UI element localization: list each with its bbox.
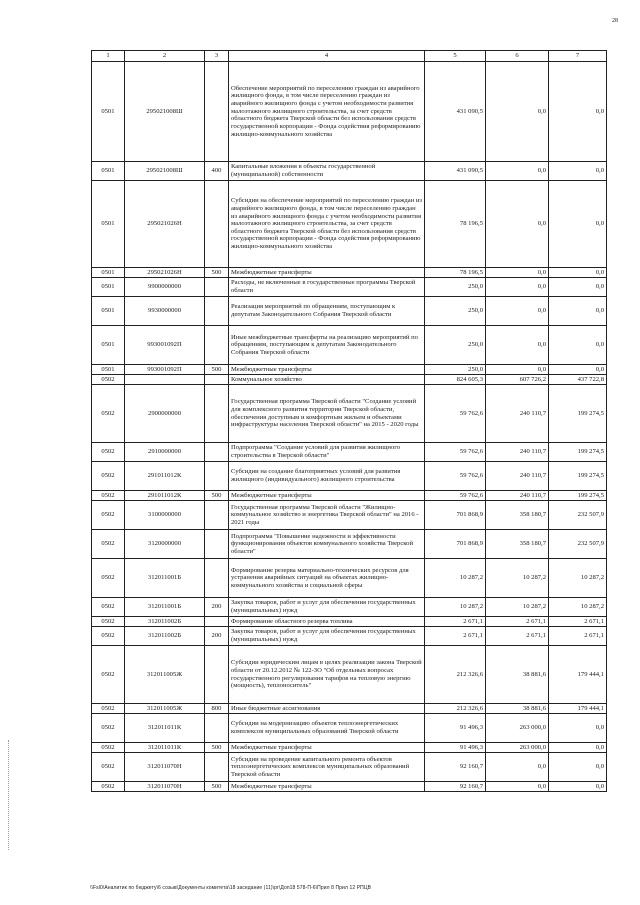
table-body [92, 62, 607, 792]
expense-type-cell: 400 [205, 162, 229, 181]
amount-year3-cell: 199 274,5 [549, 462, 607, 491]
item-name-cell: Закупка товаров, работ и услуг для обеспечения государственных (муниципальных) нужд [229, 627, 425, 646]
target-article-cell: 312011070Н [125, 753, 205, 782]
amount-year1-cell: 78 196,5 [425, 181, 486, 268]
target-article-cell: 291011012К [125, 491, 205, 501]
expense-type-cell: 200 [205, 598, 229, 617]
target-article-cell: 312011005Ж [125, 704, 205, 714]
amount-year1-cell: 824 605,3 [425, 375, 486, 385]
amount-year2-cell: 0,0 [486, 162, 549, 181]
amount-year3-cell: 10 287,2 [549, 559, 607, 598]
section-code-cell: 0501 [92, 181, 125, 268]
amount-year2-cell: 240 110,7 [486, 462, 549, 491]
amount-year1-cell: 250,0 [425, 278, 486, 297]
section-code-cell: 0501 [92, 297, 125, 326]
expense-type-cell [205, 443, 229, 462]
amount-year2-cell: 263 000,0 [486, 714, 549, 743]
amount-year3-cell: 0,0 [549, 181, 607, 268]
expense-type-cell: 500 [205, 268, 229, 278]
amount-year2-cell: 10 287,2 [486, 598, 549, 617]
footer-file-path: \\Fsl0\Аналитик по бюджету\6 созыв\Документы комитета\18 заседание (11)\рг\Доп18 578-П-6\Прил 8 Прил 12 РПЦВ [90, 885, 372, 891]
amount-year2-cell: 0,0 [486, 326, 549, 365]
target-article-cell: 312011002Б [125, 617, 205, 627]
item-name-cell: Межбюджетные трансферты [229, 782, 425, 792]
amount-year3-cell: 179 444,1 [549, 646, 607, 704]
amount-year3-cell: 199 274,5 [549, 491, 607, 501]
column-header: 1 [92, 51, 125, 62]
expense-type-cell [205, 714, 229, 743]
amount-year2-cell: 38 881,6 [486, 646, 549, 704]
table-row [92, 646, 607, 704]
item-name-cell: Межбюджетные трансферты [229, 268, 425, 278]
section-code-cell: 0502 [92, 501, 125, 530]
section-code-cell: 0501 [92, 268, 125, 278]
item-name-cell: Закупка товаров, работ и услуг для обеспечения государственных (муниципальных) нужд [229, 598, 425, 617]
table-row [92, 714, 607, 743]
amount-year3-cell: 0,0 [549, 278, 607, 297]
table-row [92, 743, 607, 753]
table-row [92, 559, 607, 598]
item-name-cell: Иные бюджетные ассигнования [229, 704, 425, 714]
amount-year2-cell: 2 671,1 [486, 617, 549, 627]
amount-year2-cell: 0,0 [486, 297, 549, 326]
item-name-cell: Субсидии на проведение капитального ремонта объектов теплоэнергетических комплексов муниципальных образований Тверской области [229, 753, 425, 782]
target-article-cell: 312011002Б [125, 627, 205, 646]
expense-type-cell [205, 385, 229, 443]
table-row [92, 617, 607, 627]
section-code-cell: 0502 [92, 782, 125, 792]
amount-year3-cell: 2 671,1 [549, 627, 607, 646]
amount-year2-cell: 0,0 [486, 278, 549, 297]
target-article-cell: 9900000000 [125, 278, 205, 297]
item-name-cell: Расходы, не включенные в государственные программы Тверской области [229, 278, 425, 297]
amount-year1-cell: 78 196,5 [425, 268, 486, 278]
target-article-cell: 295021008Ш [125, 62, 205, 162]
amount-year3-cell: 0,0 [549, 268, 607, 278]
amount-year1-cell: 92 160,7 [425, 782, 486, 792]
amount-year2-cell: 0,0 [486, 365, 549, 375]
amount-year2-cell: 358 180,7 [486, 501, 549, 530]
expense-type-cell [205, 326, 229, 365]
target-article-cell: 312011070Н [125, 782, 205, 792]
target-article-cell: 3120000000 [125, 530, 205, 559]
column-header: 2 [125, 51, 205, 62]
amount-year3-cell: 232 507,9 [549, 501, 607, 530]
section-code-cell: 0502 [92, 743, 125, 753]
target-article-cell: 312011011К [125, 714, 205, 743]
column-header: 7 [549, 51, 607, 62]
section-code-cell: 0501 [92, 162, 125, 181]
item-name-cell: Субсидии на создание благоприятных условий для развития жилищного (индивидуального) жилищного строительства [229, 462, 425, 491]
amount-year1-cell: 92 160,7 [425, 753, 486, 782]
amount-year3-cell: 437 722,8 [549, 375, 607, 385]
expense-type-cell: 500 [205, 782, 229, 792]
table-row [92, 297, 607, 326]
item-name-cell: Подпрограмма "Создание условий для развития жилищного строительства в Тверской области" [229, 443, 425, 462]
amount-year3-cell: 232 507,9 [549, 530, 607, 559]
column-header: 6 [486, 51, 549, 62]
amount-year1-cell: 59 762,6 [425, 462, 486, 491]
target-article-cell: 993001092П [125, 365, 205, 375]
expense-type-cell [205, 181, 229, 268]
section-code-cell: 0502 [92, 704, 125, 714]
target-article-cell: 295021008Ш [125, 162, 205, 181]
amount-year2-cell: 0,0 [486, 753, 549, 782]
table-row [92, 385, 607, 443]
amount-year1-cell: 701 868,9 [425, 501, 486, 530]
amount-year1-cell: 91 496,3 [425, 743, 486, 753]
expense-type-cell: 500 [205, 365, 229, 375]
target-article-cell: 312011001Б [125, 559, 205, 598]
amount-year1-cell: 212 326,6 [425, 704, 486, 714]
amount-year3-cell: 2 671,1 [549, 617, 607, 627]
expense-type-cell [205, 278, 229, 297]
target-article-cell [125, 375, 205, 385]
table-row [92, 462, 607, 491]
section-code-cell: 0502 [92, 443, 125, 462]
target-article-cell: 2900000000 [125, 385, 205, 443]
amount-year2-cell: 240 110,7 [486, 385, 549, 443]
amount-year1-cell: 212 326,6 [425, 646, 486, 704]
table-row [92, 501, 607, 530]
expense-type-cell [205, 297, 229, 326]
target-article-cell: 9930000000 [125, 297, 205, 326]
amount-year1-cell: 431 090,5 [425, 62, 486, 162]
item-name-cell: Коммунальное хозяйство [229, 375, 425, 385]
amount-year1-cell: 701 868,9 [425, 530, 486, 559]
amount-year1-cell: 59 762,6 [425, 443, 486, 462]
table-row [92, 375, 607, 385]
amount-year3-cell: 0,0 [549, 782, 607, 792]
amount-year2-cell: 38 881,6 [486, 704, 549, 714]
page-number: 28 [612, 18, 618, 24]
amount-year1-cell: 250,0 [425, 326, 486, 365]
table-row [92, 278, 607, 297]
amount-year3-cell: 0,0 [549, 365, 607, 375]
target-article-cell: 295021026Н [125, 181, 205, 268]
target-article-cell: 312011005Ж [125, 646, 205, 704]
expense-type-cell [205, 753, 229, 782]
amount-year1-cell: 10 287,2 [425, 559, 486, 598]
section-code-cell: 0502 [92, 753, 125, 782]
section-code-cell: 0501 [92, 365, 125, 375]
amount-year1-cell: 250,0 [425, 365, 486, 375]
expense-type-cell [205, 617, 229, 627]
table-row [92, 268, 607, 278]
scan-margin-marks [8, 740, 10, 850]
item-name-cell: Субсидии юридическим лицам в целях реализации закона Тверской области от 20.12.2012 № 122-ЗО "Об отдельных вопросах государственного регулирования тарифов на тепловую энергию (мощность), теплоноситель" [229, 646, 425, 704]
expense-type-cell [205, 559, 229, 598]
column-header: 3 [205, 51, 229, 62]
section-code-cell: 0501 [92, 278, 125, 297]
amount-year3-cell: 10 287,2 [549, 598, 607, 617]
target-article-cell: 2910000000 [125, 443, 205, 462]
target-article-cell: 312011011К [125, 743, 205, 753]
amount-year3-cell: 199 274,5 [549, 385, 607, 443]
item-name-cell: Формирование резерва материально-технических ресурсов для устранения аварийных ситуаций на объектах жилищно-коммунального хозяйства и социальной сферы [229, 559, 425, 598]
table-row [92, 753, 607, 782]
item-name-cell: Капитальные вложения в объекты государственной (муниципальной) собственности [229, 162, 425, 181]
target-article-cell: 291011012К [125, 462, 205, 491]
item-name-cell: Формирование областного резерва топлива [229, 617, 425, 627]
table-row [92, 162, 607, 181]
item-name-cell: Межбюджетные трансферты [229, 491, 425, 501]
target-article-cell: 295021026Н [125, 268, 205, 278]
section-code-cell: 0502 [92, 559, 125, 598]
target-article-cell: 3100000000 [125, 501, 205, 530]
item-name-cell: Субсидии на модернизацию объектов теплоэнергетических комплексов муниципальных образований Тверской области [229, 714, 425, 743]
amount-year1-cell: 59 762,6 [425, 491, 486, 501]
table-row [92, 598, 607, 617]
item-name-cell: Государственная программа Тверской области "Создание условий для комплексного развития территории Тверской области, обеспечения доступным и комфортным жильем и объектами инфраструктуры населения Тверской области" на 2015 - 2020 годы [229, 385, 425, 443]
amount-year2-cell: 358 180,7 [486, 530, 549, 559]
amount-year1-cell: 10 287,2 [425, 598, 486, 617]
amount-year2-cell: 0,0 [486, 782, 549, 792]
table-row [92, 62, 607, 162]
budget-table [91, 50, 607, 792]
item-name-cell: Субсидии на обеспечение мероприятий по переселению граждан из аварийного жилищного фонда, в том числе переселению граждан из аварийного жилищного фонда с учетом необходимости развития малоэтажного жилищного строительства, за счет средств областного бюджета Тверской области без использования средств государственной корпорации - Фонда содействия реформированию жилищно-коммунального хозяйства [229, 181, 425, 268]
section-code-cell: 0502 [92, 598, 125, 617]
amount-year1-cell: 91 496,3 [425, 714, 486, 743]
expense-type-cell: 500 [205, 491, 229, 501]
section-code-cell: 0502 [92, 462, 125, 491]
amount-year2-cell: 0,0 [486, 268, 549, 278]
amount-year2-cell: 240 110,7 [486, 443, 549, 462]
section-code-cell: 0502 [92, 375, 125, 385]
expense-type-cell [205, 646, 229, 704]
amount-year3-cell: 0,0 [549, 326, 607, 365]
expense-type-cell [205, 375, 229, 385]
expense-type-cell [205, 462, 229, 491]
expense-type-cell [205, 62, 229, 162]
expense-type-cell [205, 530, 229, 559]
table-row [92, 443, 607, 462]
amount-year1-cell: 59 762,6 [425, 385, 486, 443]
table-row [92, 530, 607, 559]
target-article-cell: 312011001Б [125, 598, 205, 617]
item-name-cell: Реализация мероприятий по обращениям, поступающим к депутатам Законодательного Собрания Тверской области [229, 297, 425, 326]
amount-year1-cell: 2 671,1 [425, 627, 486, 646]
amount-year2-cell: 0,0 [486, 62, 549, 162]
amount-year3-cell: 199 274,5 [549, 443, 607, 462]
section-code-cell: 0501 [92, 62, 125, 162]
amount-year2-cell: 10 287,2 [486, 559, 549, 598]
amount-year3-cell: 0,0 [549, 297, 607, 326]
item-name-cell: Межбюджетные трансферты [229, 743, 425, 753]
table-row [92, 326, 607, 365]
amount-year2-cell: 263 000,0 [486, 743, 549, 753]
amount-year3-cell: 0,0 [549, 714, 607, 743]
amount-year2-cell: 0,0 [486, 181, 549, 268]
amount-year3-cell: 0,0 [549, 162, 607, 181]
item-name-cell: Подпрограмма "Повышение надежности и эффективности функционирования объектов коммунального хозяйства Тверской области" [229, 530, 425, 559]
section-code-cell: 0501 [92, 326, 125, 365]
table-header-row [92, 51, 607, 62]
table-row [92, 491, 607, 501]
table-row [92, 627, 607, 646]
amount-year1-cell: 431 090,5 [425, 162, 486, 181]
section-code-cell: 0502 [92, 530, 125, 559]
amount-year1-cell: 2 671,1 [425, 617, 486, 627]
table-row [92, 365, 607, 375]
item-name-cell: Обеспечение мероприятий по переселению граждан из аварийного жилищного фонда, в том числе переселению граждан из аварийного жилищного фонда с учетом необходимости развития малоэтажного жилищного строительства, за счет средств областного бюджета Тверской области без использования средств государственной корпорации - Фонда содействия реформированию жилищно-коммунального хозяйства [229, 62, 425, 162]
expense-type-cell: 200 [205, 627, 229, 646]
expense-type-cell: 800 [205, 704, 229, 714]
table-row [92, 181, 607, 268]
amount-year3-cell: 0,0 [549, 753, 607, 782]
target-article-cell: 993001092П [125, 326, 205, 365]
amount-year2-cell: 240 110,7 [486, 491, 549, 501]
section-code-cell: 0502 [92, 627, 125, 646]
section-code-cell: 0502 [92, 617, 125, 627]
item-name-cell: Иные межбюджетные трансферты на реализацию мероприятий по обращениям, поступающим к депутатам Законодательного Собрания Тверской области [229, 326, 425, 365]
section-code-cell: 0502 [92, 385, 125, 443]
section-code-cell: 0502 [92, 646, 125, 704]
section-code-cell: 0502 [92, 491, 125, 501]
column-header: 5 [425, 51, 486, 62]
section-code-cell: 0502 [92, 714, 125, 743]
amount-year2-cell: 2 671,1 [486, 627, 549, 646]
table-row [92, 782, 607, 792]
amount-year3-cell: 0,0 [549, 62, 607, 162]
column-header: 4 [229, 51, 425, 62]
expense-type-cell: 500 [205, 743, 229, 753]
amount-year1-cell: 250,0 [425, 297, 486, 326]
item-name-cell: Межбюджетные трансферты [229, 365, 425, 375]
expense-type-cell [205, 501, 229, 530]
amount-year3-cell: 179 444,1 [549, 704, 607, 714]
item-name-cell: Государственная программа Тверской области "Жилищно-коммунальное хозяйство и энергетика Тверской области" на 2016 - 2021 годы [229, 501, 425, 530]
amount-year2-cell: 607 726,2 [486, 375, 549, 385]
table-row [92, 704, 607, 714]
amount-year3-cell: 0,0 [549, 743, 607, 753]
